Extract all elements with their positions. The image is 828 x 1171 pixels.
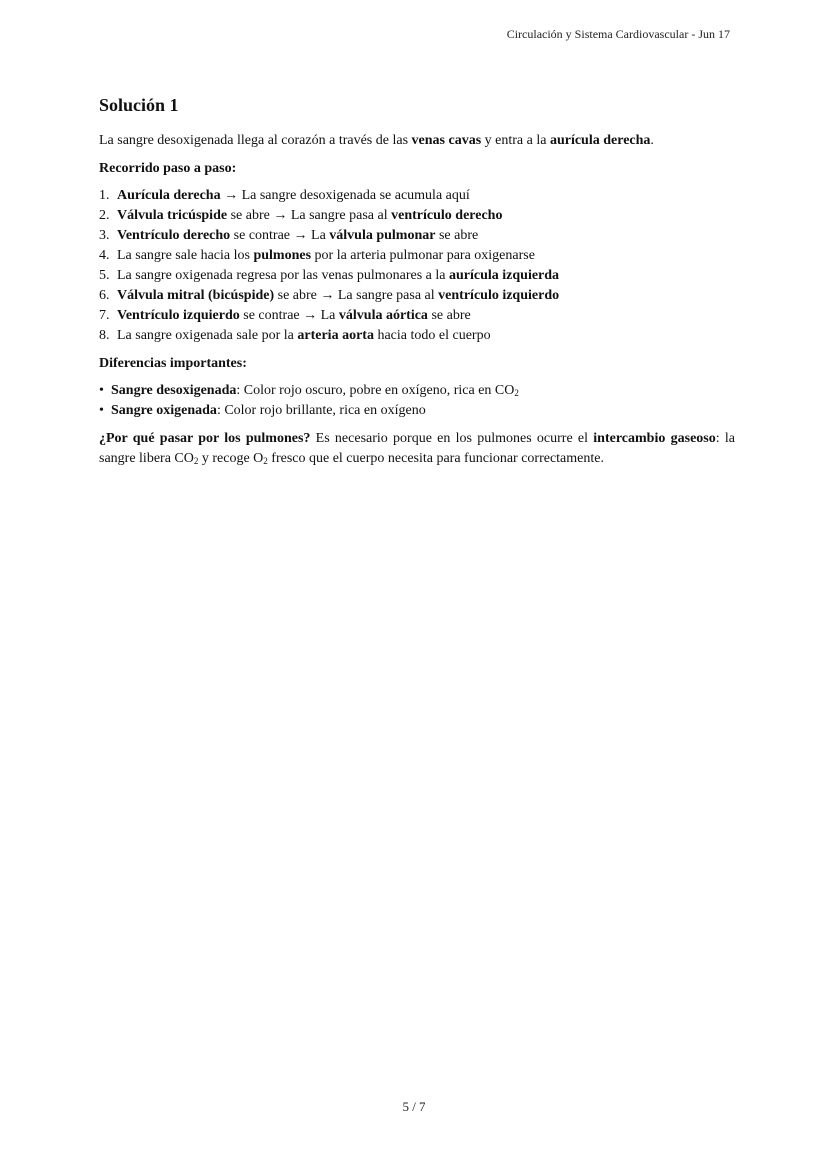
- list-item: [99, 266, 735, 286]
- bullet-marker: •: [99, 403, 104, 418]
- step-number: 6.: [99, 288, 110, 303]
- step-text: La sangre sale hacia los: [117, 248, 254, 263]
- page-content: [99, 94, 735, 469]
- step-text: se abre: [435, 228, 479, 243]
- step-text: se abre: [427, 308, 471, 323]
- steps-list: [99, 186, 735, 346]
- step-text: se abre → La sangre pasa al: [274, 288, 439, 303]
- step-text: La sangre oxigenada sale por la: [117, 328, 298, 343]
- intro-text-3: .: [650, 133, 654, 148]
- list-item: [99, 306, 735, 326]
- step-text: hacia todo el cuerpo: [373, 328, 491, 343]
- bullet-marker: •: [99, 383, 104, 398]
- difference-text: : Color rojo oscuro, pobre en oxígeno, rica en CO: [236, 383, 515, 398]
- final-text: y recoge O: [198, 451, 264, 466]
- final-paragraph: [99, 429, 735, 469]
- list-item: [99, 326, 735, 346]
- list-item: [99, 401, 735, 421]
- step-number: 7.: [99, 308, 110, 323]
- step-text: → La sangre desoxigenada se acumula aquí: [220, 188, 470, 203]
- difference-bold: Sangre oxigenada: [111, 403, 217, 418]
- intro-text-1: La sangre desoxigenada llega al corazón a través de las: [99, 133, 412, 148]
- list-item: [99, 286, 735, 306]
- final-bold: intercambio gaseoso: [593, 431, 716, 446]
- step-number: 8.: [99, 328, 110, 343]
- step-number: 3.: [99, 228, 110, 243]
- list-item: [99, 206, 735, 226]
- steps-heading: Recorrido paso a paso:: [99, 161, 237, 176]
- intro-paragraph: [99, 131, 735, 151]
- intro-text-2: y entra a la: [481, 133, 550, 148]
- subscript: 2: [263, 456, 268, 466]
- final-text: Es necesario porque en los pulmones ocurre el: [310, 431, 594, 446]
- final-question: ¿Por qué pasar por los pulmones?: [99, 431, 311, 446]
- step-bold: ventrículo derecho: [391, 208, 503, 223]
- list-item: [99, 226, 735, 246]
- step-text: se abre → La sangre pasa al: [227, 208, 392, 223]
- list-item: [99, 246, 735, 266]
- page-number: 5 / 7: [402, 1099, 426, 1114]
- step-bold: Aurícula derecha: [117, 188, 221, 203]
- difference-text: : Color rojo brillante, rica en oxígeno: [216, 403, 426, 418]
- step-bold: ventrículo izquierdo: [438, 288, 560, 303]
- difference-bold: Sangre desoxigenada: [111, 383, 237, 398]
- step-text: por la arteria pulmonar para oxigenarse: [311, 248, 535, 263]
- step-bold: Ventrículo derecho: [117, 228, 231, 243]
- section-title: Solución 1: [99, 95, 179, 115]
- step-bold: Ventrículo izquierdo: [117, 308, 240, 323]
- step-number: 2.: [99, 208, 110, 223]
- differences-list: [99, 381, 735, 421]
- step-text: se contrae → La: [239, 308, 339, 323]
- step-bold: Válvula mitral (bicúspide): [117, 288, 275, 303]
- step-bold: válvula aórtica: [338, 308, 428, 323]
- list-item: [99, 186, 735, 206]
- step-bold: válvula pulmonar: [329, 228, 436, 243]
- step-bold: arteria aorta: [297, 328, 374, 343]
- subscript: 2: [514, 388, 519, 398]
- step-bold: pulmones: [253, 248, 312, 263]
- step-number: 1.: [99, 188, 110, 203]
- final-text: fresco que el cuerpo necesita para funcionar correctamente.: [267, 451, 604, 466]
- differences-heading: Diferencias importantes:: [99, 356, 247, 371]
- running-header: Circulación y Sistema Cardiovascular - Jun 17: [506, 27, 730, 41]
- step-bold: Válvula tricúspide: [117, 208, 228, 223]
- intro-bold-2: aurícula derecha: [549, 133, 651, 148]
- step-bold: aurícula izquierda: [448, 268, 560, 283]
- step-text: se contrae → La: [230, 228, 330, 243]
- step-number: 5.: [99, 268, 110, 283]
- step-number: 4.: [99, 248, 110, 263]
- subscript: 2: [193, 456, 199, 466]
- intro-bold-1: venas cavas: [411, 133, 482, 148]
- final-text: : la sangre libera CO: [99, 431, 735, 466]
- list-item: [99, 381, 735, 401]
- step-text: La sangre oxigenada regresa por las venas pulmonares a la: [117, 268, 449, 283]
